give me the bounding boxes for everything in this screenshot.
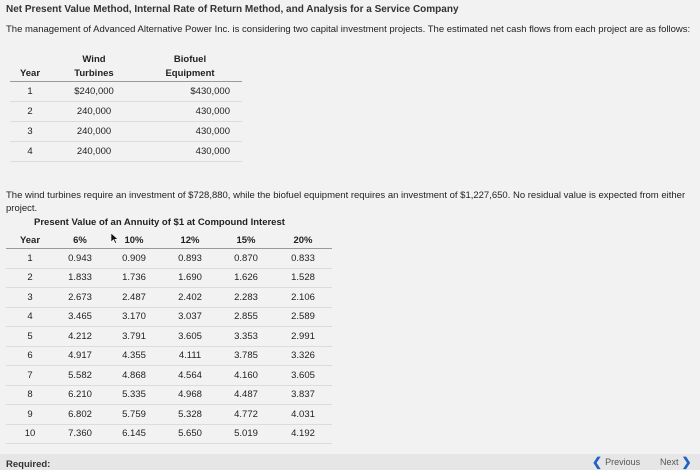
pv-20-cell: 4.031 [274, 405, 332, 425]
year-cell: 6 [6, 346, 54, 366]
pv-6-cell: 5.582 [54, 366, 106, 386]
previous-button[interactable] [592, 456, 640, 468]
header-cell: Year [6, 232, 54, 249]
pv-20-cell: 2.991 [274, 327, 332, 347]
pv-6-cell: 4.917 [54, 346, 106, 366]
header-cell [10, 53, 50, 67]
pv-12-cell: 4.564 [162, 366, 218, 386]
intro-text: The management of Advanced Alternative Power Inc. is considering two capital investment projects. The estimated net cash flows from each project are as follows: [6, 24, 691, 35]
year-cell: 10 [6, 424, 54, 444]
pv-15-cell: 4.160 [218, 366, 274, 386]
year-cell: 3 [10, 122, 50, 142]
header-cell: Year [10, 67, 50, 82]
pv-10-cell: 5.759 [106, 405, 162, 425]
pv-12-cell: 0.893 [162, 249, 218, 269]
year-cell: 2 [10, 102, 50, 122]
table-row [6, 327, 332, 347]
pv-6-cell: 1.833 [54, 268, 106, 288]
table-row [6, 307, 332, 327]
pv-10-cell: 5.335 [106, 385, 162, 405]
pv-table-title: Present Value of an Annuity of $1 at Compound Interest [34, 217, 285, 228]
year-cell: 4 [10, 142, 50, 162]
pv-12-cell: 4.968 [162, 385, 218, 405]
pv-15-cell: 3.353 [218, 327, 274, 347]
pv-20-cell: 1.528 [274, 268, 332, 288]
pv-15-cell: 1.626 [218, 268, 274, 288]
year-cell: 7 [6, 366, 54, 386]
pv-12-cell: 5.328 [162, 405, 218, 425]
year-cell: 3 [6, 288, 54, 308]
pv-10-cell: 0.909 [106, 249, 162, 269]
pv-20-cell: 0.833 [274, 249, 332, 269]
wind-cell: 240,000 [50, 142, 138, 162]
year-cell: 9 [6, 405, 54, 425]
pv-15-cell: 4.487 [218, 385, 274, 405]
header-cell: 6% [54, 232, 106, 249]
pv-20-cell: 2.106 [274, 288, 332, 308]
table-row [6, 268, 332, 288]
pv-12-cell: 5.650 [162, 424, 218, 444]
table-row [10, 82, 242, 102]
table-row [6, 385, 332, 405]
table-row [10, 122, 242, 142]
pv-20-cell: 3.605 [274, 366, 332, 386]
pv-6-cell: 4.212 [54, 327, 106, 347]
wind-cell: $240,000 [50, 82, 138, 102]
header-cell: 12% [162, 232, 218, 249]
required-label: Required: [6, 459, 51, 470]
year-cell: 4 [6, 307, 54, 327]
pv-10-cell: 3.170 [106, 307, 162, 327]
pv-6-cell: 7.360 [54, 424, 106, 444]
pv-10-cell: 2.487 [106, 288, 162, 308]
biofuel-cell: 430,000 [138, 142, 242, 162]
table-row [6, 346, 332, 366]
year-cell: 2 [6, 268, 54, 288]
pv-6-cell: 0.943 [54, 249, 106, 269]
table-row [6, 424, 332, 444]
pv-12-cell: 1.690 [162, 268, 218, 288]
page-title: Net Present Value Method, Internal Rate of Return Method, and Analysis for a Service Company [6, 4, 459, 15]
table-row [6, 288, 332, 308]
pv-10-cell: 6.145 [106, 424, 162, 444]
pv-20-cell: 3.326 [274, 346, 332, 366]
year-cell: 8 [6, 385, 54, 405]
pv-15-cell: 0.870 [218, 249, 274, 269]
pv-15-cell: 3.785 [218, 346, 274, 366]
pv-annuity-table [6, 232, 332, 444]
pv-6-cell: 3.465 [54, 307, 106, 327]
table-row [6, 249, 332, 269]
pv-6-cell: 6.802 [54, 405, 106, 425]
wind-cell: 240,000 [50, 122, 138, 142]
header-cell: Turbines [50, 67, 138, 82]
header-cell: 20% [274, 232, 332, 249]
wind-cell: 240,000 [50, 102, 138, 122]
pv-15-cell: 2.855 [218, 307, 274, 327]
header-cell: 10% [106, 232, 162, 249]
biofuel-cell: 430,000 [138, 122, 242, 142]
next-label: Next [660, 457, 679, 467]
pv-20-cell: 3.837 [274, 385, 332, 405]
pv-12-cell: 3.037 [162, 307, 218, 327]
pv-12-cell: 4.111 [162, 346, 218, 366]
table-row [10, 142, 242, 162]
header-cell: Equipment [138, 67, 242, 82]
pv-20-cell: 2.589 [274, 307, 332, 327]
chevron-right-icon: ❯ [681, 455, 692, 469]
header-cell: 15% [218, 232, 274, 249]
next-button[interactable] [660, 456, 692, 468]
year-cell: 1 [10, 82, 50, 102]
mouse-cursor-icon [111, 233, 119, 244]
pv-20-cell: 4.192 [274, 424, 332, 444]
biofuel-cell: 430,000 [138, 102, 242, 122]
pv-15-cell: 2.283 [218, 288, 274, 308]
header-cell: Wind [82, 54, 106, 65]
pv-12-cell: 3.605 [162, 327, 218, 347]
cash-flow-table [10, 53, 242, 162]
pv-10-cell: 4.355 [106, 346, 162, 366]
table-row [6, 405, 332, 425]
pv-6-cell: 2.673 [54, 288, 106, 308]
biofuel-cell: $430,000 [138, 82, 242, 102]
pv-12-cell: 2.402 [162, 288, 218, 308]
pv-15-cell: 5.019 [218, 424, 274, 444]
year-cell: 5 [6, 327, 54, 347]
pv-10-cell: 4.868 [106, 366, 162, 386]
header-cell: Biofuel [173, 54, 207, 65]
table-row [6, 366, 332, 386]
chevron-left-icon: ❮ [592, 455, 603, 469]
pv-10-cell: 1.736 [106, 268, 162, 288]
pv-15-cell: 4.772 [218, 405, 274, 425]
table-row [10, 102, 242, 122]
year-cell: 1 [6, 249, 54, 269]
investment-note: The wind turbines require an investment of $728,880, while the biofuel equipment requires an investment of $1,227,650. No residual value is expected from either project. [6, 190, 686, 214]
pv-10-cell: 3.791 [106, 327, 162, 347]
previous-label: Previous [605, 457, 641, 467]
pv-6-cell: 6.210 [54, 385, 106, 405]
